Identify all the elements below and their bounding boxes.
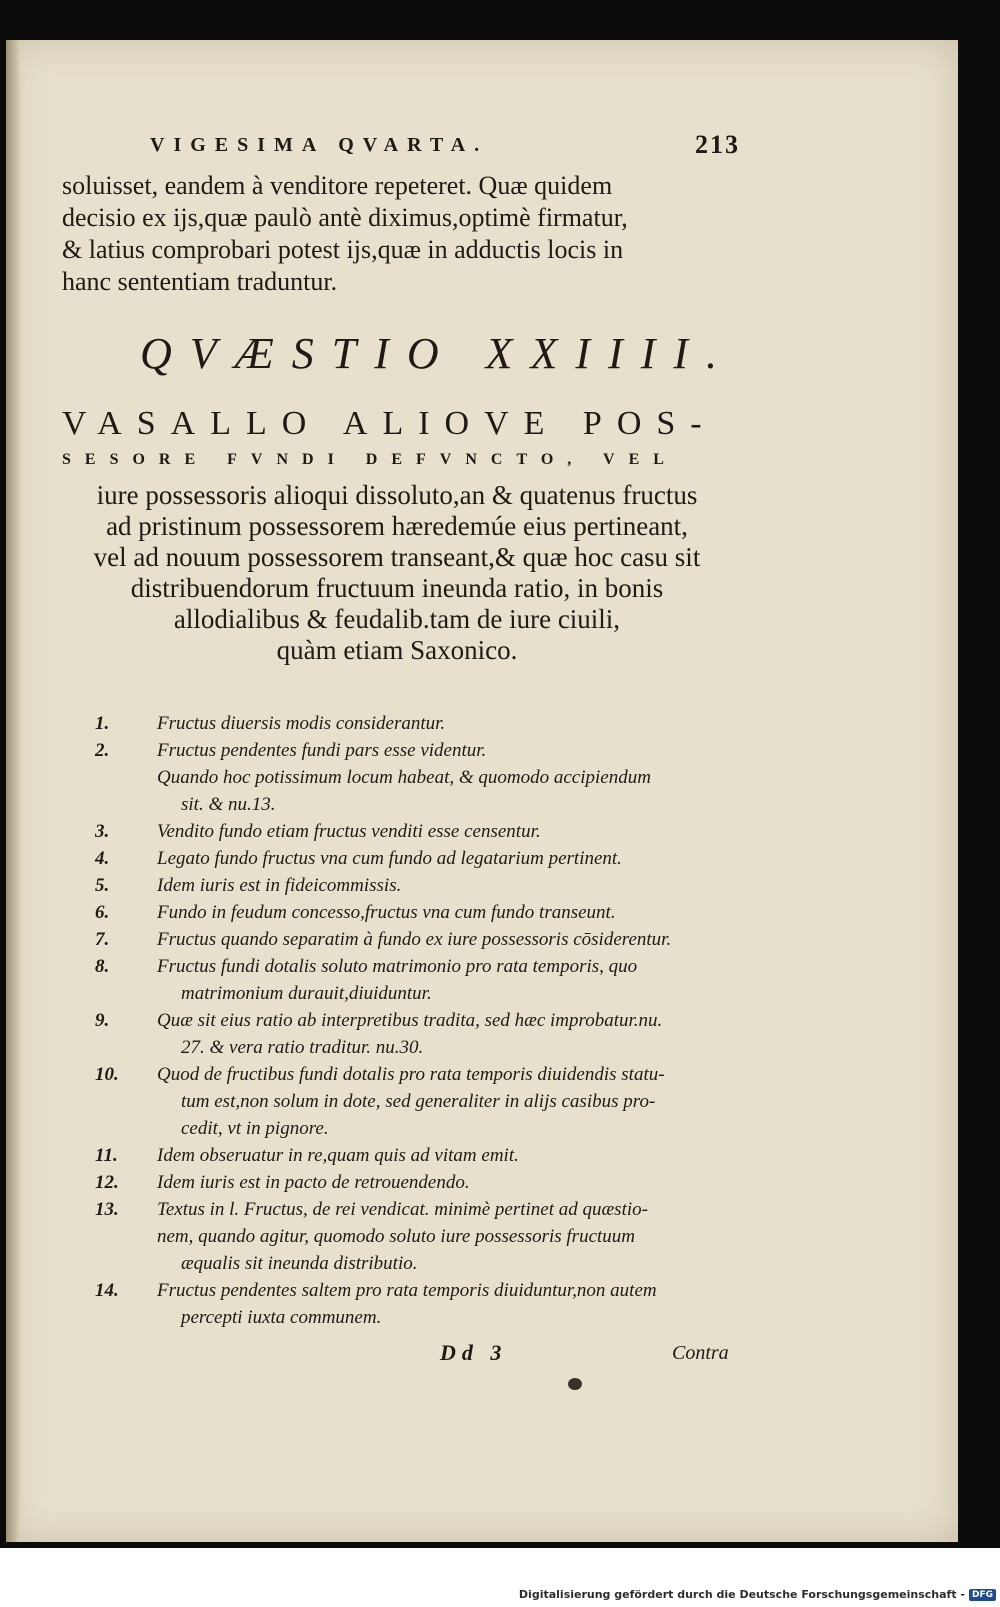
body-line: decisio ex ijs,quæ paulò antè diximus,optimè firmatur,	[62, 203, 628, 232]
index-number: 2.	[95, 740, 110, 761]
index-entry	[95, 953, 745, 1007]
running-head-title: VIGESIMA QVARTA.	[150, 134, 489, 156]
index-line: Idem obseruatur in re,quam quis ad vitam emit.	[157, 1145, 519, 1166]
summary-line: distribuendorum fructuum ineunda ratio, in bonis	[130, 573, 664, 603]
index-line: Fructus fundi dotalis soluto matrimonio pro rata temporis, quo	[157, 956, 638, 977]
index-number: 13.	[95, 1199, 119, 1220]
index-number: 8.	[95, 956, 110, 977]
index-line: Idem iuris est in pacto de retrouendendo.	[157, 1172, 470, 1193]
index-entry	[95, 1142, 745, 1169]
ink-blot	[568, 1378, 582, 1390]
index-entry	[95, 845, 745, 872]
digitization-credit	[519, 1588, 996, 1601]
index-line: Quod de fructibus fundi dotalis pro rata temporis diuidendis statu-	[157, 1064, 665, 1085]
summary-line: iure possessoris alioqui dissoluto,an & quatenus fructus	[96, 480, 698, 510]
heading-line-large: VASALLO ALIOVE POS-	[62, 405, 717, 442]
page-gutter	[6, 40, 20, 1542]
body-paragraph	[62, 170, 732, 298]
index-number: 1.	[95, 713, 110, 734]
index-line: Fructus quando separatim à fundo ex iure possessoris cōsiderentur.	[157, 929, 672, 950]
index-line: Quando hoc potissimum locum habeat, & quomodo accipiendum	[157, 767, 651, 788]
index-line: nem, quando agitur, quomodo soluto iure possessoris fructuum	[157, 1226, 636, 1247]
index-number: 4.	[95, 848, 110, 869]
body-line: soluisset, eandem à venditore repeteret. Quæ quidem	[62, 171, 613, 200]
index-entry	[95, 1277, 745, 1331]
index-entry	[95, 710, 745, 737]
summary-line: quàm etiam Saxonico.	[276, 635, 518, 665]
index-line: Fructus pendentes saltem pro rata temporis diuiduntur,non autem	[157, 1280, 657, 1301]
index-line: 27. & vera ratio traditur. nu.30.	[181, 1037, 424, 1058]
index-entry	[95, 899, 745, 926]
dfg-logo-icon: DFG	[969, 1589, 996, 1601]
index-line: Quæ sit eius ratio ab interpretibus tradita, sed hæc improbatur.nu.	[157, 1010, 663, 1031]
question-title: QVÆSTIO XXIIII.	[140, 329, 736, 378]
question-summary	[62, 480, 732, 666]
running-head	[120, 130, 740, 166]
index-line: Idem iuris est in fideicommissis.	[157, 875, 402, 896]
body-line: & latius comprobari potest ijs,quæ in adductis locis in	[62, 235, 624, 264]
index-number: 5.	[95, 875, 110, 896]
index-number: 11.	[95, 1145, 118, 1166]
index-line: Vendito fundo etiam fructus venditi esse censentur.	[157, 821, 541, 842]
summary-line: allodialibus & feudalib.tam de iure ciuili,	[173, 604, 621, 634]
body-line: hanc sententiam traduntur.	[62, 267, 338, 296]
index-line: Fundo in feudum concesso,fructus vna cum fundo transeunt.	[157, 902, 616, 923]
index-entry	[95, 872, 745, 899]
index-number: 12.	[95, 1172, 119, 1193]
index-line: Legato fundo fructus vna cum fundo ad legatarium pertinent.	[157, 848, 622, 869]
signature-mark: Dd 3	[440, 1340, 508, 1365]
index-line: Textus in l. Fructus, de rei vendicat. minimè pertinet ad quæstio-	[157, 1199, 648, 1220]
index-entry	[95, 737, 745, 818]
index-line: tum est,non solum in dote, sed generaliter in alijs casibus pro-	[181, 1091, 656, 1112]
index-number: 10.	[95, 1064, 119, 1085]
index-line: cedit, vt in pignore.	[181, 1118, 329, 1139]
index-entry	[95, 926, 745, 953]
index-line: matrimonium durauit,diuiduntur.	[181, 983, 432, 1004]
index-line: æqualis sit ineunda distributio.	[181, 1253, 418, 1274]
summary-index	[95, 710, 745, 1331]
index-entry	[95, 1061, 745, 1142]
section-heading	[62, 405, 732, 469]
index-number: 14.	[95, 1280, 119, 1301]
index-line: Fructus pendentes fundi pars esse videntur.	[157, 740, 487, 761]
credit-text: Digitalisierung gefördert durch die Deutsche Forschungsgemeinschaft -	[518, 1588, 965, 1601]
catchword: Contra	[672, 1342, 729, 1364]
summary-line: ad pristinum possessorem hæredemúe eius pertineant,	[106, 511, 688, 541]
index-entry	[95, 818, 745, 845]
index-entry	[95, 1007, 745, 1061]
index-entry	[95, 1196, 745, 1277]
index-number: 3.	[95, 821, 110, 842]
index-line: sit. & nu.13.	[181, 794, 276, 815]
index-number: 6.	[95, 902, 110, 923]
summary-line: vel ad nouum possessorem transeant,& quæ hoc casu sit	[93, 542, 701, 572]
index-line: Fructus diuersis modis considerantur.	[157, 713, 446, 734]
index-line: percepti iuxta communem.	[181, 1307, 382, 1328]
index-entry	[95, 1169, 745, 1196]
index-number: 9.	[95, 1010, 110, 1031]
heading-line-small: SESORE FVNDI DEFVNCTO, VEL	[62, 451, 678, 468]
page-number: 213	[695, 130, 740, 159]
index-number: 7.	[95, 929, 110, 950]
